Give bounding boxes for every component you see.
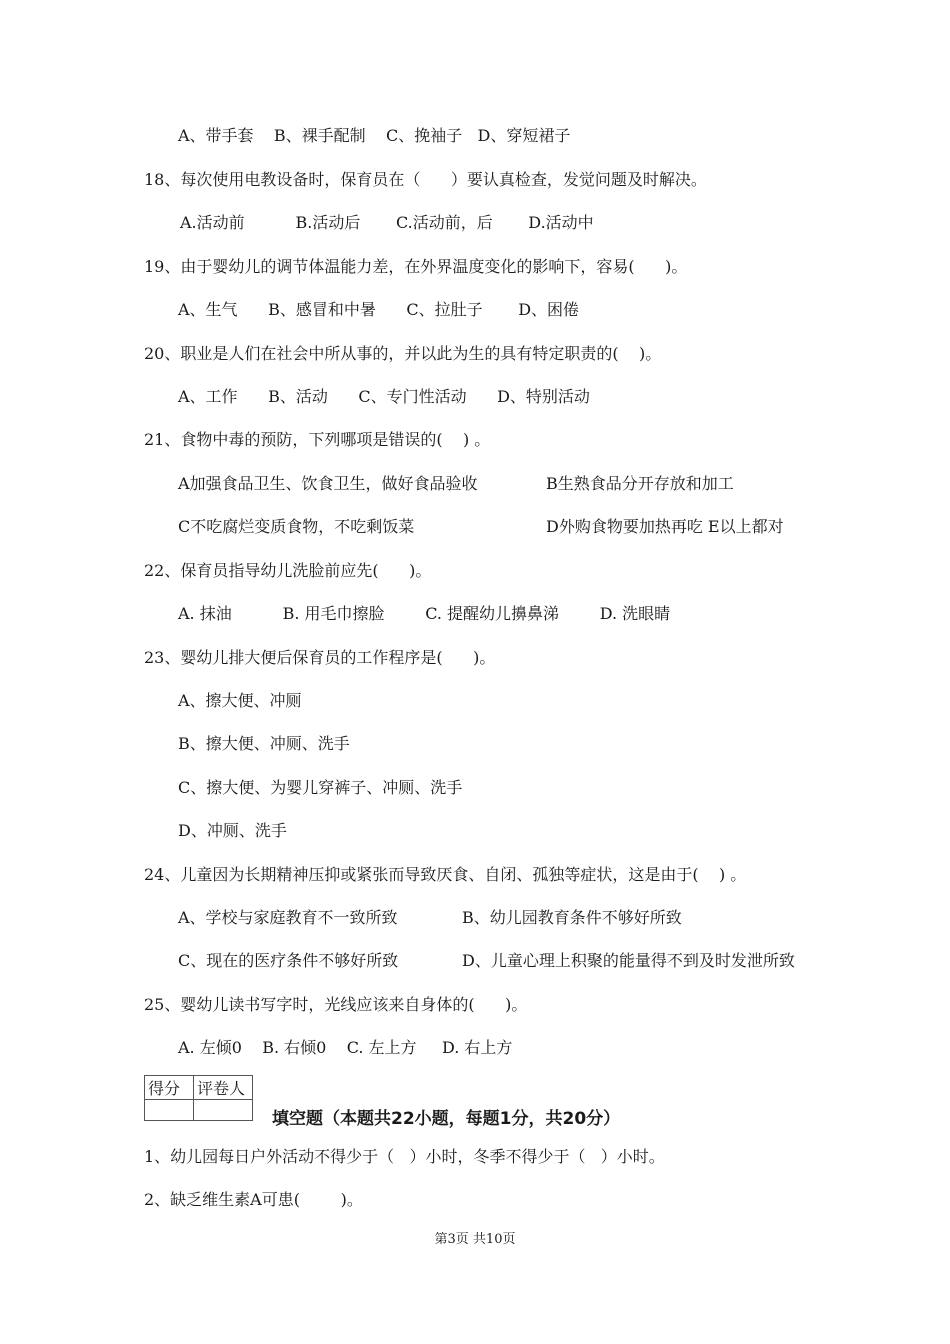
- question-19-options: A、生气 B、感冒和中暑 C、拉肚子 D、困倦: [178, 300, 580, 319]
- question-25: 25、婴幼儿读书写字时，光线应该来自身体的( )。: [144, 995, 528, 1014]
- score-table: [144, 1075, 253, 1121]
- question-23-option-d: D、冲厕、洗手: [178, 821, 287, 840]
- fill-question-1: 1、幼儿园每日户外活动不得少于（ ）小时，冬季不得少于（ ）小时。: [144, 1147, 665, 1166]
- question-21: 21、食物中毒的预防，下列哪项是错误的( ) 。: [144, 430, 491, 449]
- question-20: 20、职业是人们在社会中所从事的，并以此为生的具有特定职责的( )。: [144, 344, 662, 363]
- score-cell: [145, 1100, 194, 1121]
- question-24-option-a: A、学校与家庭教育不一致所致: [178, 908, 398, 927]
- question-18-options: A.活动前 B.活动后 C.活动前，后 D.活动中: [180, 213, 594, 232]
- question-20-options: A、工作 B、活动 C、专门性活动 D、特别活动: [178, 387, 590, 406]
- score-header: 得分: [145, 1076, 194, 1100]
- question-22: 22、保育员指导幼儿洗脸前应先( )。: [144, 561, 432, 580]
- question-21-option-c: C不吃腐烂变质食物，不吃剩饭菜: [178, 517, 415, 536]
- grader-cell: [194, 1100, 253, 1121]
- question-24: 24、儿童因为长期精神压抑或紧张而导致厌食、自闭、孤独等症状，这是由于( ) 。: [144, 865, 747, 884]
- grader-header: 评卷人: [194, 1076, 253, 1100]
- question-24-option-b: B、幼儿园教育条件不够好所致: [462, 908, 682, 927]
- question-23-option-a: A、擦大便、冲厕: [178, 691, 302, 710]
- question-18: 18、每次使用电教设备时，保育员在（ ）要认真检查，发觉问题及时解决。: [144, 170, 707, 189]
- question-25-options: A. 左倾0 B. 右倾0 C. 左上方 D. 右上方: [178, 1038, 513, 1057]
- fill-question-2: 2、缺乏维生素A可患( )。: [144, 1190, 363, 1209]
- question-23-option-c: C、擦大便、为婴儿穿裤子、冲厕、洗手: [178, 778, 463, 797]
- question-22-options: A. 抹油 B. 用毛巾擦脸 C. 提醒幼儿擤鼻涕 D. 洗眼睛: [178, 604, 671, 623]
- question-21-option-b: B生熟食品分开存放和加工: [546, 474, 734, 493]
- line-17-options: A、带手套 B、裸手配制 C、挽袖子 D、穿短裙子: [178, 126, 571, 145]
- question-23-option-b: B、擦大便、冲厕、洗手: [178, 734, 350, 753]
- question-21-option-d: D外购食物要加热再吃 E以上都对: [546, 517, 784, 536]
- question-19: 19、由于婴幼儿的调节体温能力差，在外界温度变化的影响下，容易( )。: [144, 257, 688, 276]
- page-footer: 第3页 共10页: [434, 1232, 516, 1247]
- section-title: 填空题（本题共22小题，每题1分，共20分）: [272, 1109, 621, 1129]
- question-23: 23、婴幼儿排大便后保育员的工作程序是( )。: [144, 648, 496, 667]
- question-21-option-a: A加强食品卫生、饮食卫生，做好食品验收: [178, 474, 478, 493]
- question-24-option-d: D、儿童心理上积聚的能量得不到及时发泄所致: [462, 951, 795, 970]
- question-24-option-c: C、现在的医疗条件不够好所致: [178, 951, 399, 970]
